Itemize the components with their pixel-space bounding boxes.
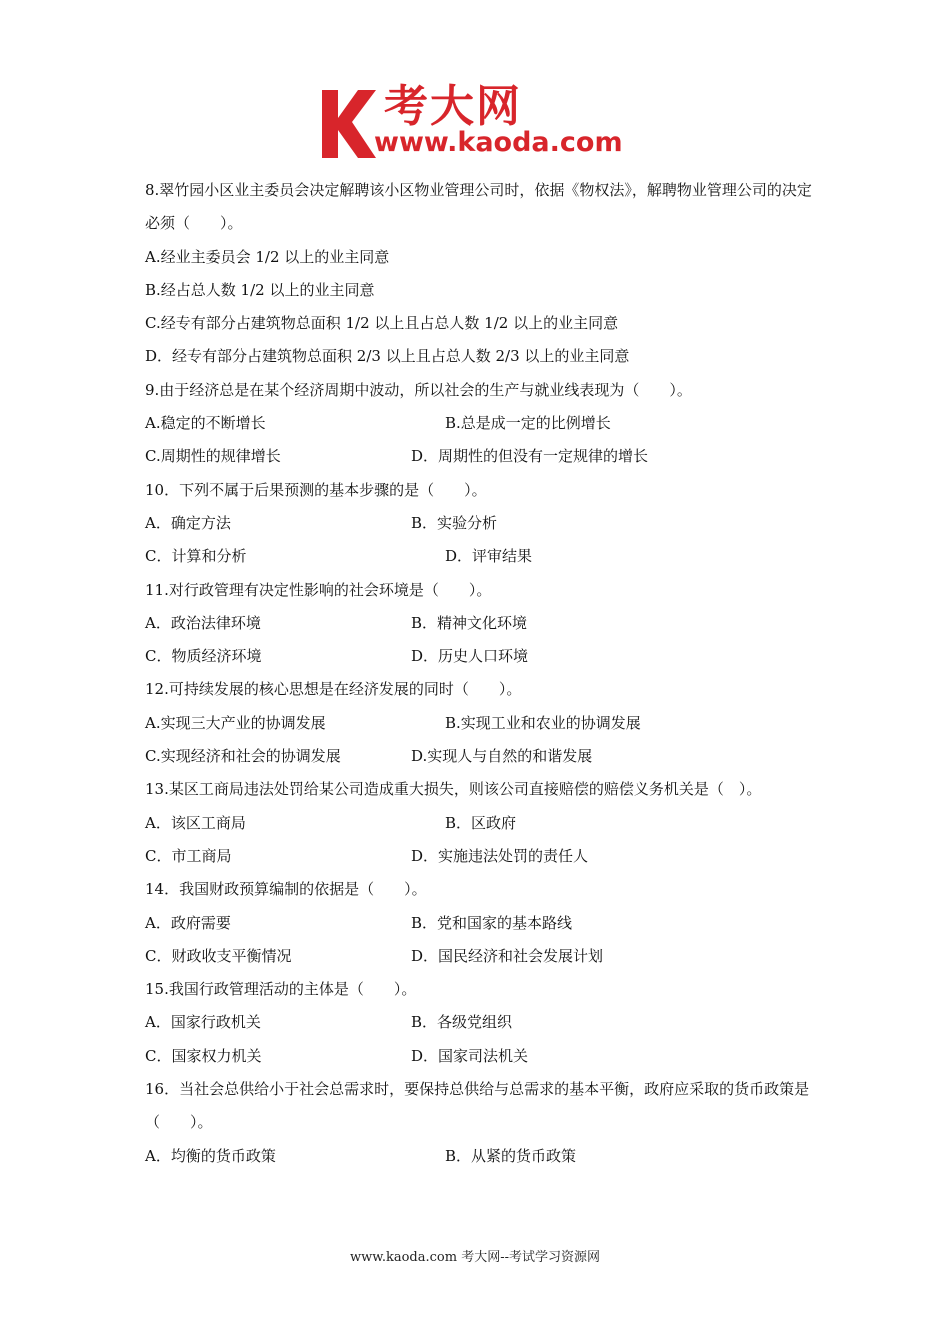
question-11-stem: 11.对行政管理有决定性影响的社会环境是（ ）。 [145, 580, 492, 599]
question-11-row-2 [145, 640, 815, 673]
question-10-option-a: A．确定方法 [145, 513, 231, 532]
question-15-option-b: B．各级党组织 [411, 1013, 513, 1032]
question-13-option-c: C．市工商局 [145, 846, 232, 865]
question-16-row-1 [145, 1140, 815, 1173]
question-8-option-c: C.经专有部分占建筑物总面积 1/2 以上且占总人数 1/2 以上的业主同意 [145, 314, 619, 333]
question-14-option-b: B．党和国家的基本路线 [411, 913, 573, 932]
question-12-option-a: A.实现三大产业的协调发展 [145, 713, 326, 732]
question-13-option-a: A．该区工商局 [145, 813, 246, 832]
question-8-stem: 8.翠竹园小区业主委员会决定解聘该小区物业管理公司时，依据《物权法》，解聘物业管理公司的决定必须（ ）。 [145, 181, 812, 233]
page-footer: www.kaoda.com 考大网--考试学习资源网 [350, 1250, 600, 1265]
question-10-option-b: B．实验分析 [411, 513, 498, 532]
question-12-row-1 [145, 707, 815, 740]
question-12-stem: 12.可持续发展的核心思想是在经济发展的同时（ ）。 [145, 680, 522, 699]
question-9-stem: 9.由于经济总是在某个经济周期中波动，所以社会的生产与就业线表现为（ ）。 [145, 380, 692, 399]
question-10-row-1 [145, 507, 815, 540]
question-9-option-d: D．周期性的但没有一定规律的增长 [411, 447, 649, 466]
question-9-option-b: B.总是成一定的比例增长 [445, 414, 611, 433]
question-16-option-b: B．从紧的货币政策 [445, 1146, 577, 1165]
question-13-row-2 [145, 840, 815, 873]
question-11-option-a: A．政治法律环境 [145, 613, 261, 632]
question-9-option-a: A.稳定的不断增长 [145, 414, 266, 433]
question-list [145, 174, 815, 1173]
question-15-row-2 [145, 1040, 815, 1073]
question-9-row-1 [145, 407, 815, 440]
question-13-option-b: B．区政府 [445, 813, 517, 832]
question-14-row-2 [145, 940, 815, 973]
question-14-stem: 14．我国财政预算编制的依据是（ ）。 [145, 880, 427, 899]
question-15-row-1 [145, 1006, 815, 1039]
question-8-option-a: A.经业主委员会 1/2 以上的业主同意 [145, 247, 390, 266]
question-13-stem: 13.某区工商局违法处罚给某公司造成重大损失，则该公司直接赔偿的赔偿义务机关是（ ）。 [145, 780, 762, 799]
question-10-stem: 10．下列不属于后果预测的基本步骤的是（ ）。 [145, 480, 487, 499]
question-14-option-a: A．政府需要 [145, 913, 231, 932]
question-8-option-d: D．经专有部分占建筑物总面积 2/3 以上且占总人数 2/3 以上的业主同意 [145, 347, 630, 366]
question-15-option-d: D．国家司法机关 [411, 1046, 529, 1065]
question-8-option-b: B.经占总人数 1/2 以上的业主同意 [145, 280, 375, 299]
question-12-row-2 [145, 740, 815, 773]
question-9-option-c: C.周期性的规律增长 [145, 447, 281, 466]
question-15-option-c: C．国家权力机关 [145, 1046, 262, 1065]
question-15-stem: 15.我国行政管理活动的主体是（ ）。 [145, 980, 417, 999]
question-10-option-d: D．评审结果 [445, 547, 533, 566]
question-11-row-1 [145, 607, 815, 640]
question-13-option-d: D．实施违法处罚的责任人 [411, 846, 589, 865]
logo-brand-text: 考大网 [384, 81, 522, 132]
question-14-row-1 [145, 907, 815, 940]
question-12-option-d: D.实现人与自然的和谐发展 [411, 747, 593, 766]
question-14-option-c: C．财政收支平衡情况 [145, 946, 292, 965]
question-15-option-a: A．国家行政机关 [145, 1013, 261, 1032]
question-10-option-c: C．计算和分析 [145, 547, 247, 566]
question-11-option-c: C．物质经济环境 [145, 647, 262, 666]
question-10-row-2 [145, 540, 815, 573]
logo-url-text: www.kaoda.com [374, 127, 623, 158]
question-11-option-b: B．精神文化环境 [411, 613, 528, 632]
question-16-stem: 16．当社会总供给小于社会总需求时，要保持总供给与总需求的基本平衡，政府应采取的货币政策是（ ）。 [145, 1080, 810, 1132]
question-9-row-2 [145, 440, 815, 473]
k-logo-icon [318, 86, 380, 162]
kaoda-logo [318, 82, 640, 162]
question-13-row-1 [145, 807, 815, 840]
question-16-option-a: A．均衡的货币政策 [145, 1146, 276, 1165]
question-12-option-b: B.实现工业和农业的协调发展 [445, 713, 641, 732]
question-11-option-d: D．历史人口环境 [411, 647, 529, 666]
question-14-option-d: D．国民经济和社会发展计划 [411, 946, 604, 965]
question-12-option-c: C.实现经济和社会的协调发展 [145, 747, 341, 766]
